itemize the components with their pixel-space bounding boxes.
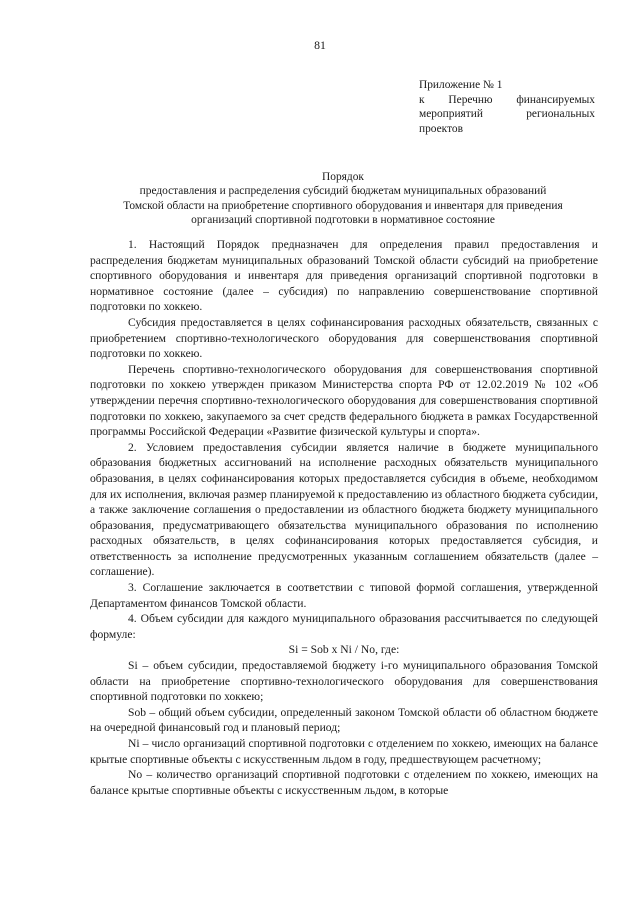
appendix-header — [419, 78, 595, 136]
paragraph-3: Перечень спортивно-технологического оборудования для совершенствования спортивной подготовки по хоккею утвержден приказом Министерства спорта РФ от 12.02.2019 № 102 «Об утверждении перечня спортивно-технологического оборудования для совершенствования спортивной подготовки по хоккею, закупаемого за счет средств федерального бюджета в рамках Государственной программы Российской Федерации «Развитие физической культуры и спорта». — [90, 362, 598, 439]
title-line-3: организаций спортивной подготовки в нормативное состояние — [191, 214, 495, 227]
paragraph-6: 4. Объем субсидии для каждого муниципального образования рассчитывается по следующей формуле: — [90, 612, 598, 641]
definition-si: Si – объем субсидии, предоставляемой бюджету i-го муниципального образования Томской области на приобретение спортивно-технологического оборудования для совершенствования спортивной подготовки по хоккею; — [90, 659, 598, 704]
definition-sob: Sob – общий объем субсидии, определенный законом Томской области об областном бюджете на очередной финансовый год и плановый период; — [90, 705, 598, 735]
appendix-line-2: к Перечню финансируемых — [419, 93, 595, 106]
paragraph-2: Субсидия предоставляется в целях софинансирования расходных обязательств, связанных с приобретением спортивно-технологического оборудования для совершенствования спортивной подготовки по хоккею. — [90, 315, 598, 361]
paragraph-5: 3. Соглашение заключается в соответствии с типовой формой соглашения, утвержденной Департаментом финансов Томской области. — [90, 581, 598, 610]
formula: Si = Sob x Ni / No, где: — [288, 643, 400, 657]
page-number: 81 — [314, 38, 326, 52]
title-heading: Порядок — [322, 171, 364, 183]
title-line-2: Томской области на приобретение спортивного оборудования и инвентаря для приведения — [123, 199, 563, 212]
definition-ni: Ni – число организаций спортивной подготовки с отделением по хоккею, имеющих на балансе крытые спортивные объекты с искусственным льдом в году, предшествующем расчетному; — [90, 737, 598, 766]
appendix-line-3: мероприятий региональных — [419, 108, 595, 121]
definition-no: No – количество организаций спортивной подготовки с отделением по хоккею, имеющих на балансе крытые спортивные объекты с искусственным льдом, в которые — [90, 768, 598, 797]
appendix-title: Приложение № 1 — [419, 79, 503, 91]
document-title — [88, 170, 598, 228]
title-line-1: предоставления и распределения субсидий бюджетам муниципальных образований — [139, 185, 547, 198]
document-body — [90, 237, 598, 798]
appendix-line-4: проектов — [419, 122, 463, 135]
paragraph-4: 2. Условием предоставления субсидии является наличие в бюджете муниципального образования бюджетных ассигнований на исполнение расходных обязательств муниципального образования, в целях софинансирования которых предоставляется субсидия в объеме, необходимом для их исполнения, включая размер планируемой к предоставлению из областного бюджета субсидии, а также заключение соглашения о предоставлении из областного бюджета бюджету муниципального образования, предусматривающего обязательства муниципального образования по исполнению расходных обязательств, в целях софинансирования которых предоставляется субсидия, и ответственность за исполнение предусмотренных указанным соглашением обязательств (далее – соглашение). — [90, 440, 598, 579]
paragraph-1: 1. Настоящий Порядок предназначен для определения правил предоставления и распределения бюджетам муниципальных образований Томской области субсидий на приобретение спортивного оборудования и инвентаря для приведения организаций спортивной подготовки в нормативное состояние (далее – субсидия) по направлению совершенствование спортивной подготовки по хоккею. — [90, 238, 598, 314]
